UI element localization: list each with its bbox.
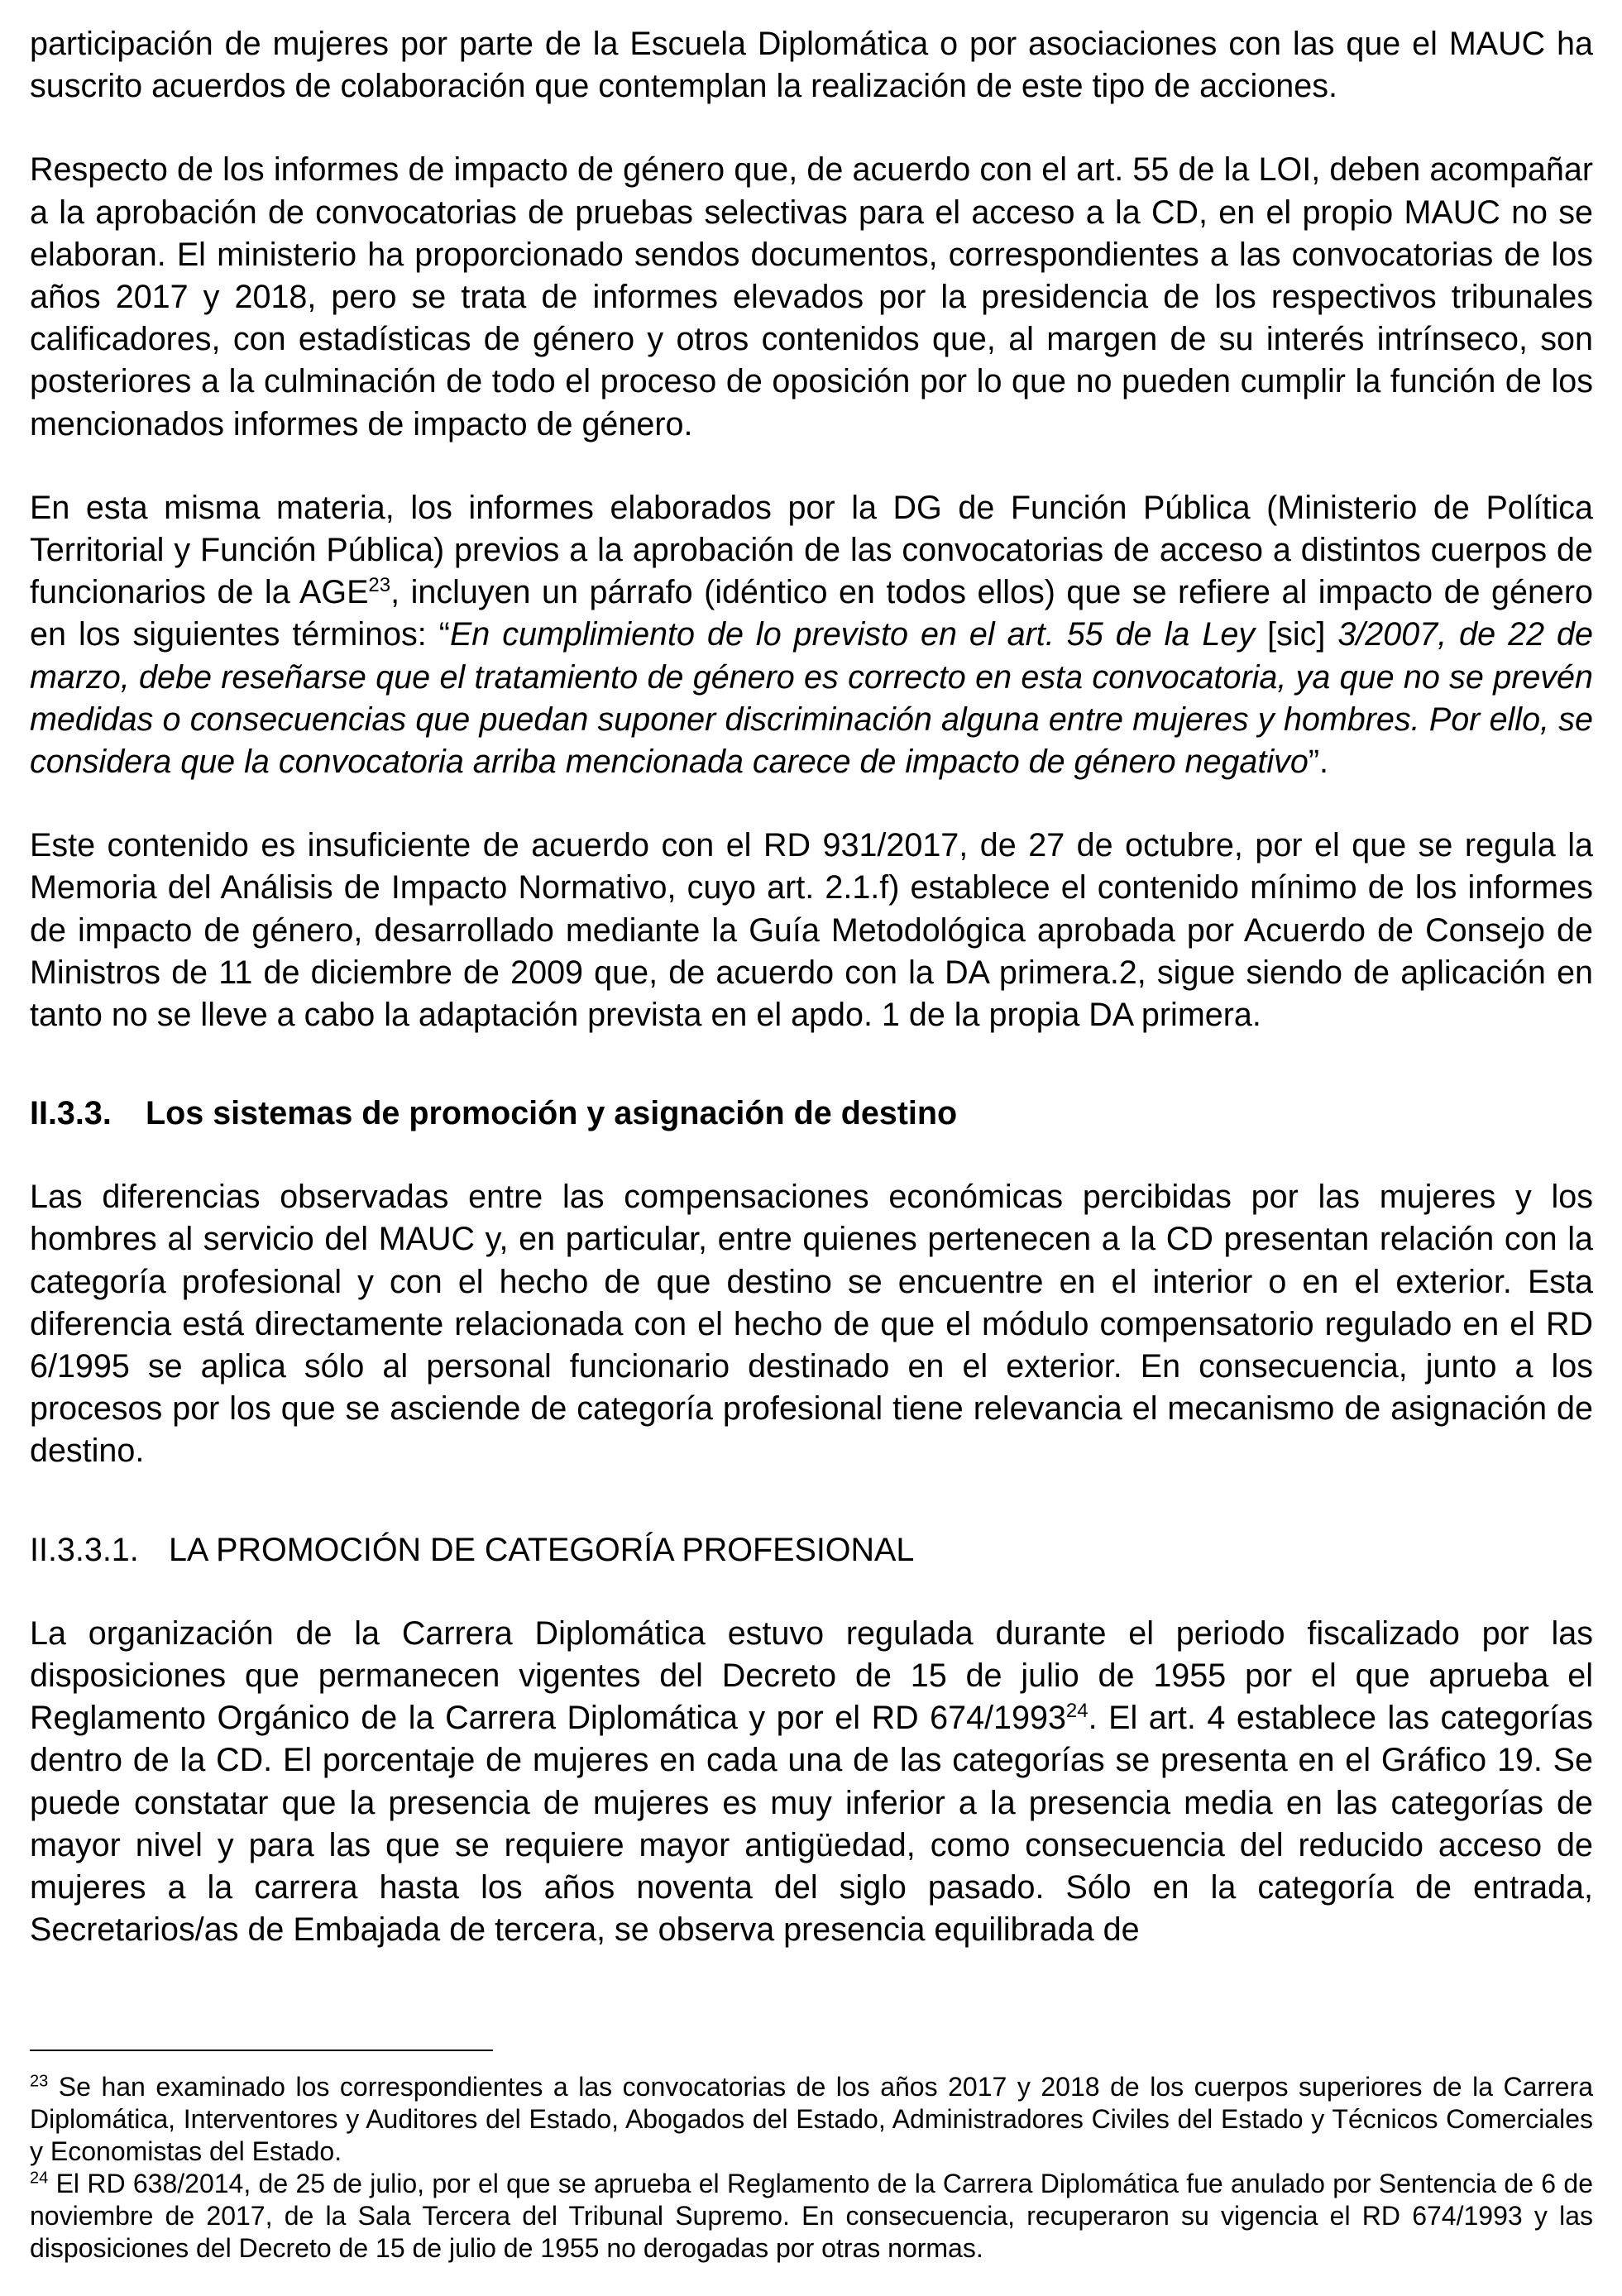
paragraph-text: La organización de la Carrera Diplomática estuvo regulada durante el periodo fiscalizado por las disposiciones que permanecen vigentes del Decreto de 15 de julio de 1955 por el que aprueba el Reglamento Orgánico de la Carrera Diplomática y por el RD 674/1993 xyxy=(30,1614,1593,1737)
section-heading xyxy=(30,1093,1593,1135)
subsection-title: LA PROMOCIÓN DE CATEGORÍA PROFESIONAL xyxy=(169,1531,915,1568)
footnote-23 xyxy=(30,2071,1593,2168)
paragraph-organizacion-carrera xyxy=(30,1613,1593,1952)
sic-annotation: [sic] xyxy=(1255,616,1338,653)
quoted-text: En cumplimiento de lo previsto en el art. 55 de la Ley xyxy=(449,616,1256,653)
footnote-text: El RD 638/2014, de 25 de julio, por el que se aprueba el Reglamento de la Carrera Diplomática fue anulado por Sentencia de 6 de noviembre de 2017, de la Sala Tercera del Tribunal Supremo. En consecuencia, recuperaron su vigencia el RD 674/1993 y las disposiciones del Decreto de 15 de julio de 1955 no derogadas por otras normas. xyxy=(30,2169,1593,2263)
footnote-ref-24[interactable]: 24 xyxy=(1065,1699,1089,1722)
footnote-mark: 23 xyxy=(30,2072,49,2091)
paragraph-informes-impacto: Respecto de los informes de impacto de género que, de acuerdo con el art. 55 de la LOI, deben acompañar a la aprobación de convocatorias de pruebas selectivas para el acceso a la CD, en el propio MAUC no se elaboran. El ministerio ha proporcionado sendos documentos, correspondientes a las convocatorias de los años 2017 y 2018, pero se trata de informes elevados por la presidencia de los respectivos tribunales calificadores, con estadísticas de género y otros contenidos que, al margen de su interés intrínseco, son posteriores a la culminación de todo el proceso de oposición por lo que no pueden cumplir la función de los mencionados informes de impacto de género. xyxy=(30,151,1593,442)
paragraph-text: En esta misma materia, los informes elaborados por la DG de Función Pública (Ministerio de Política Territorial y Función Pública) previos a la aprobación de las convocatorias de acceso a distintos cuerpos de funcionarios de la AGE xyxy=(30,489,1593,611)
subsection-number: II.3.3.1. xyxy=(30,1531,139,1568)
paragraph-rd-931: Este contenido es insuficiente de acuerdo con el RD 931/2017, de 27 de octubre, por el que se regula la Memoria del Análisis de Impacto Normativo, cuyo art. 2.1.f) establece el contenido mínimo de los informes de impacto de género, desarrollado mediante la Guía Metodológica aprobada por Acuerdo de Consejo de Ministros de 11 de diciembre de 2009 que, de acuerdo con la DA primera.2, sigue siendo de aplicación en tanto no se lleve a cabo la adaptación prevista en el apdo. 1 de la propia DA primera. xyxy=(30,827,1593,1034)
quoted-text: 3/2007, de 22 de marzo, debe reseñarse que el tratamiento de género es correcto en esta convocatoria, ya que no se prevén medidas o consecuencias que puedan suponer discriminación alguna entre mujeres y hombres. Por ello, se considera que la convocatoria arriba mencionada carece de impacto de género negativo xyxy=(30,616,1593,781)
paragraph-diferencias: Las diferencias observadas entre las compensaciones económicas percibidas por las mujeres y los hombres al servicio del MAUC y, en particular, entre quienes pertenecen a la CD presentan relación con la categoría profesional y con el hecho de que destino se encuentre en el interior o en el exterior. Esta diferencia está directamente relacionada con el hecho de que el módulo compensatorio regulado en el RD 6/1995 se aplica sólo al personal funcionario destinado en el exterior. En consecuencia, junto a los procesos por los que se asciende de categoría profesional tiene relevancia el mecanismo de asignación de destino. xyxy=(30,1179,1593,1470)
subsection-heading xyxy=(30,1529,1593,1571)
footnotes xyxy=(30,2050,1593,2265)
quote-close: ”. xyxy=(1308,744,1329,781)
paragraph-text: , incluyen un párrafo (idéntico en todos ellos) que se refiere al impacto de género en los siguientes términos: “ xyxy=(30,574,1594,653)
footnote-ref-23[interactable]: 23 xyxy=(368,574,391,597)
footnote-text: Se han examinado los correspondientes a las convocatorias de los años 2017 y 2018 de los cuerpos superiores de la Carrera Diplomática, Interventores y Auditores del Estado, Abogados del Estado, Administradores Civiles del Estado y Técnicos Comerciales y Economistas del Estado. xyxy=(30,2072,1593,2166)
section-number: II.3.3. xyxy=(30,1095,112,1132)
footnote-mark: 24 xyxy=(30,2169,49,2188)
footnote-24 xyxy=(30,2168,1593,2265)
footnote-separator xyxy=(30,2050,493,2051)
document-body xyxy=(30,23,1593,1951)
section-title: Los sistemas de promoción y asignación de destino xyxy=(146,1095,958,1132)
paragraph-dg-funcion-publica xyxy=(30,487,1593,783)
paragraph-escuela-diplomatica: participación de mujeres por parte de la Escuela Diplomática o por asociaciones con las que el MAUC ha suscrito acuerdos de colaboración que contemplan la realización de este tipo de acciones. xyxy=(30,26,1593,105)
paragraph-text: . El art. 4 establece las categorías dentro de la CD. El porcentaje de mujeres en cada una de las categorías se presenta en el Gráfico 19. Se puede constatar que la presencia de mujeres es muy inferior a la presencia media en las categorías de mayor nivel y para las que se requiere mayor antigüedad, como consecuencia del reducido acceso de mujeres a la carrera hasta los años noventa del siglo pasado. Sólo en la categoría de entrada, Secretarios/as de Embajada de tercera, se observa presencia equilibrada de xyxy=(30,1700,1593,1949)
